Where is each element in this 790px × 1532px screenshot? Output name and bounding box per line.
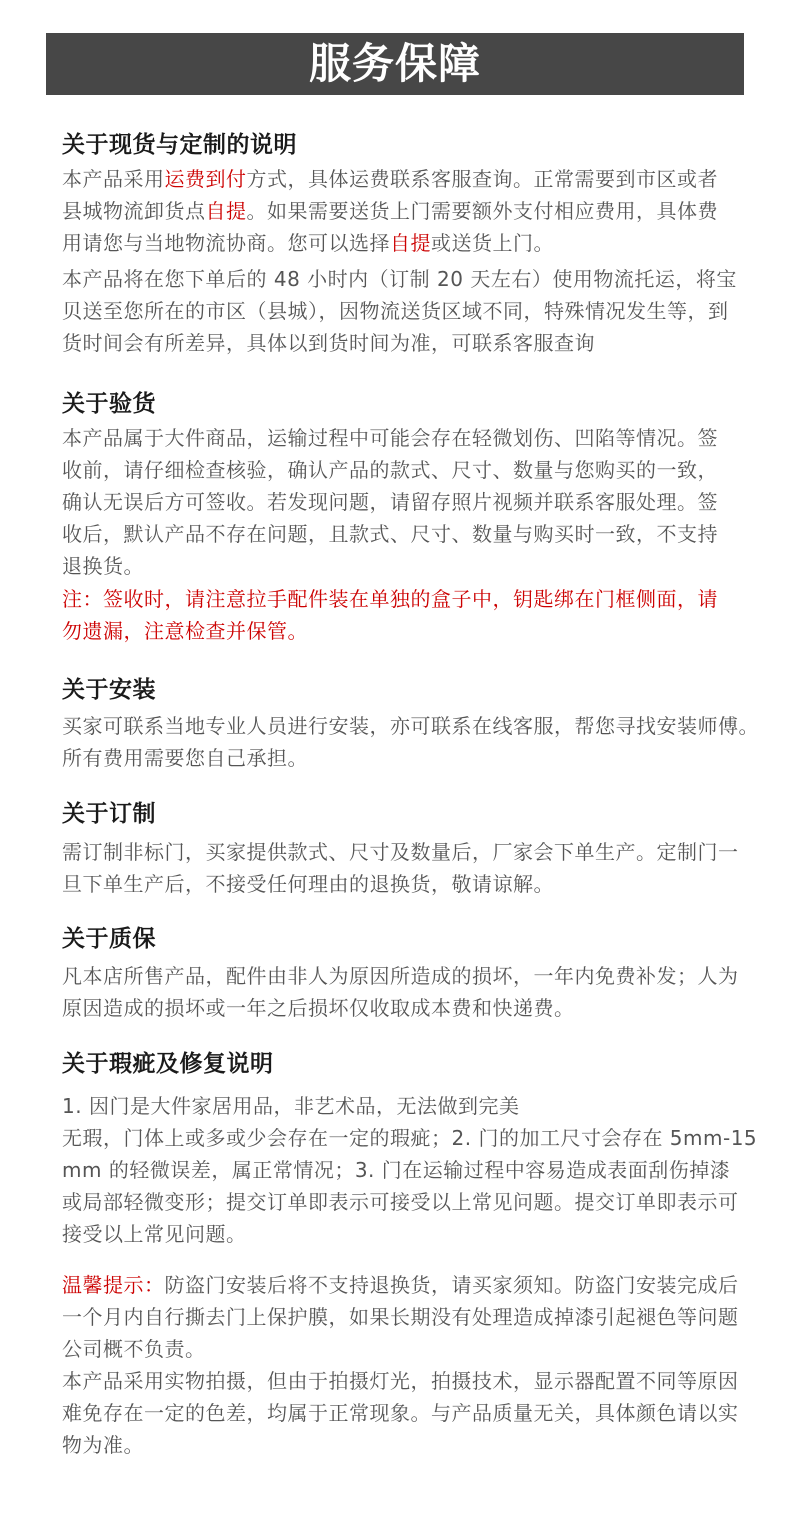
text-line: 贝送至您所在的市区（县城），因物流送货区域不同，特殊情况发生等，到 bbox=[62, 299, 729, 323]
text-line: 接受以上常见问题。 bbox=[62, 1222, 247, 1246]
text-line: 原因造成的损坏或一年之后损坏仅收取成本费和快递费。 bbox=[62, 996, 575, 1020]
text-line: 或局部轻微变形；提交订单即表示可接受以上常见问题。提交订单即表示可 bbox=[62, 1190, 739, 1214]
section-installation bbox=[62, 673, 774, 774]
text-line: 公司概不负责。 bbox=[62, 1337, 206, 1361]
text-segment: 用请您与当地物流协商。您可以选择 bbox=[62, 231, 390, 255]
text-line: 确认无误后方可签收。若发现问题，请留存照片视频并联系客服处理。签 bbox=[62, 490, 718, 514]
paragraph bbox=[62, 163, 774, 259]
text-segment: 方式，具体运费联系客服查询。正常需要到市区或者 bbox=[246, 167, 718, 191]
text-line: 1. 因门是大件家居用品，非艺术品，无法做到完美 bbox=[62, 1094, 520, 1118]
notice-label: 温馨提示： bbox=[62, 1273, 165, 1297]
text-line: 需订制非标门，买家提供款式、尺寸及数量后，厂家会下单生产。定制门一 bbox=[62, 840, 739, 864]
text-segment: 。如果需要送货上门需要额外支付相应费用，具体费 bbox=[246, 199, 718, 223]
text-line: 买家可联系当地专业人员进行安装，亦可联系在线客服，帮您寻找安装师傅。 bbox=[62, 714, 759, 738]
text-line bbox=[62, 163, 774, 195]
paragraph bbox=[62, 422, 774, 582]
section-heading: 关于质保 bbox=[62, 926, 156, 952]
text-line: 退换货。 bbox=[62, 554, 144, 578]
text-segment: 或送货上门。 bbox=[431, 231, 554, 255]
section-stock-and-custom-notes bbox=[62, 128, 774, 359]
text-line: 所有费用需要您自己承担。 bbox=[62, 746, 308, 770]
paragraph bbox=[62, 710, 774, 774]
text-line: 无瑕，门体上或多或少会存在一定的瑕疵；2. 门的加工尺寸会存在 5mm-15 bbox=[62, 1126, 758, 1150]
paragraph bbox=[62, 836, 774, 900]
text-line: 旦下单生产后，不接受任何理由的退换货，敬请谅解。 bbox=[62, 872, 554, 896]
section-heading: 关于验货 bbox=[62, 391, 156, 417]
text-line: 本产品属于大件商品，运输过程中可能会存在轻微划伤、凹陷等情况。签 bbox=[62, 426, 718, 450]
page-title: 服务保障 bbox=[308, 39, 481, 88]
text-line bbox=[62, 227, 774, 259]
text-line: 难免存在一定的色差，均属于正常现象。与产品质量无关，具体颜色请以实 bbox=[62, 1401, 739, 1425]
text-line: 物为准。 bbox=[62, 1433, 144, 1457]
text-line: 一个月内自行撕去门上保护膜，如果长期没有处理造成掉漆引起褪色等问题 bbox=[62, 1305, 739, 1329]
section-custom-order bbox=[62, 797, 774, 900]
section-heading: 关于订制 bbox=[62, 801, 156, 827]
section-heading: 关于瑕疵及修复说明 bbox=[62, 1051, 274, 1077]
paragraph bbox=[62, 1269, 774, 1365]
section-warranty bbox=[62, 922, 774, 1024]
text-segment: 本产品采用 bbox=[62, 167, 165, 191]
warm-tips-notice bbox=[62, 1269, 774, 1461]
section-heading: 关于现货与定制的说明 bbox=[62, 132, 297, 158]
text-line: 本产品将在您下单后的 48 小时内（订制 20 天左右）使用物流托运，将宝 bbox=[62, 267, 737, 291]
title-banner bbox=[46, 33, 744, 95]
text-line: 本产品采用实物拍摄，但由于拍摄灯光，拍摄技术，显示器配置不同等原因 bbox=[62, 1369, 739, 1393]
text-segment: 县城物流卸货点 bbox=[62, 199, 206, 223]
warning-note bbox=[62, 583, 774, 647]
service-content bbox=[62, 95, 774, 1461]
text-line: 收前，请仔细检查核验，确认产品的款式、尺寸、数量与您购买的一致， bbox=[62, 458, 718, 482]
section-defects-and-repair bbox=[62, 1047, 774, 1250]
text-line: 注：签收时，请注意拉手配件装在单独的盒子中，钥匙绑在门框侧面，请 bbox=[62, 587, 718, 611]
text-segment: 防盗门安装后将不支持退换货，请买家须知。防盗门安装完成后 bbox=[164, 1273, 739, 1297]
text-line: 收后，默认产品不存在问题，且款式、尺寸、数量与购买时一致，不支持 bbox=[62, 522, 718, 546]
paragraph bbox=[62, 960, 774, 1024]
paragraph bbox=[62, 1090, 774, 1250]
highlight-text: 自提 bbox=[205, 199, 247, 223]
highlight-text: 自提 bbox=[390, 231, 431, 255]
text-line: mm 的轻微误差，属正常情况；3. 门在运输过程中容易造成表面刮伤掉漆 bbox=[62, 1158, 731, 1182]
section-inspection bbox=[62, 387, 774, 647]
text-line: 勿遗漏，注意检查并保管。 bbox=[62, 619, 308, 643]
paragraph bbox=[62, 1365, 774, 1461]
text-line bbox=[62, 195, 774, 227]
section-heading: 关于安装 bbox=[62, 677, 156, 703]
text-line: 货时间会有所差异，具体以到货时间为准，可联系客服查询 bbox=[62, 331, 595, 355]
text-line: 凡本店所售产品，配件由非人为原因所造成的损坏，一年内免费补发；人为 bbox=[62, 964, 739, 988]
paragraph bbox=[62, 263, 774, 359]
highlight-text: 运费到付 bbox=[164, 167, 247, 191]
text-line bbox=[62, 1269, 774, 1301]
